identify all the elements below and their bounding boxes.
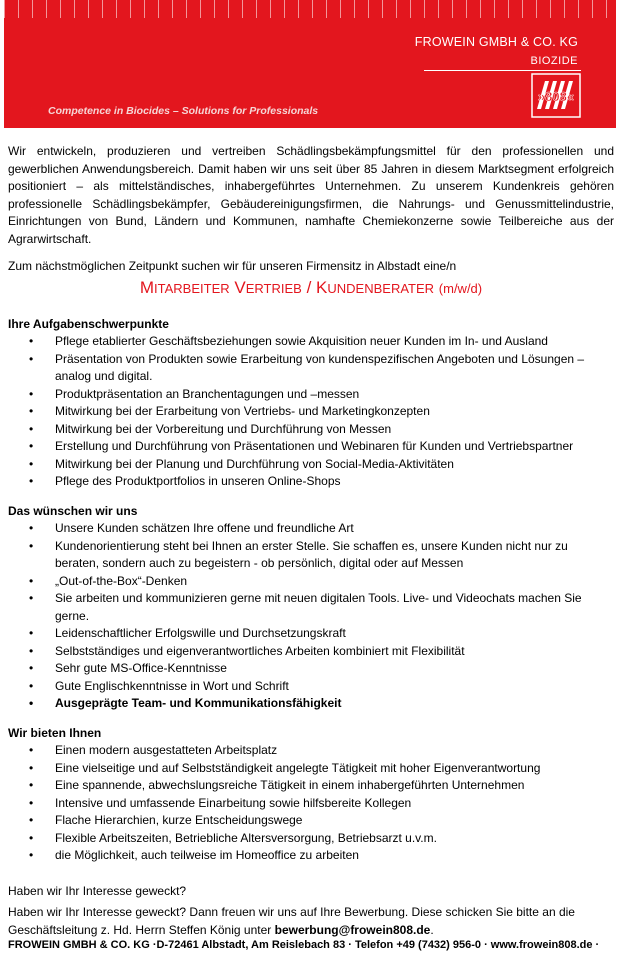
application-email-link[interactable]: bewerbung@frowein808.de <box>274 922 431 937</box>
job-title-rest: ERTRIEB <box>245 280 302 296</box>
list-item: • Einen modern ausgestatteten Arbeitsplatz <box>55 742 614 760</box>
job-title-separator: / <box>306 277 312 297</box>
job-title <box>8 278 614 299</box>
list-item: • Produktpräsentation an Branchentagungen und –messen <box>55 386 614 404</box>
list-item: • Erstellung und Durchführung von Präsentationen und Webinaren für Kunden und Vertriebspartner <box>55 438 614 456</box>
job-title-initial: V <box>234 277 246 297</box>
job-title-initial: K <box>316 277 328 297</box>
list-item: • Intensive und umfassende Einarbeitung sowie hilfsbereite Kollegen <box>55 795 614 813</box>
logo-text: »808« <box>537 89 575 104</box>
list-item: • „Out-of-the-Box“-Denken <box>55 573 614 591</box>
wishes-heading: Das wünschen wir uns <box>8 503 138 518</box>
list-item: • Flexible Arbeitszeiten, Betriebliche Altersversorgung, Betriebsarzt u.v.m. <box>55 830 614 848</box>
banner-tick-pattern <box>4 0 616 18</box>
intro-paragraph: Wir entwickeln, produzieren und vertreiben Schädlingsbekämpfungsmittel für den professionellen und gewerblichen Anwendungsbereich. Damit haben wir uns seit über 85 Jahren in diesem Marktsegment erfolgreich positioniert – als mittelständisches, inhabergeführtes Unternehmen. Zu unserem Kundenkreis gehören professionelle Schädlingsbekämpfer, Gebäudereinigungsfirmen, die Nahrungs- und Genussmittelindustrie, Einrichtungen von Bund, Ländern und Kommunen, namhafte Chemiekonzerne sowie Teilbereiche aus der Agrarwirtschaft. <box>8 144 614 246</box>
divider <box>424 70 581 71</box>
list-item: • Mitwirkung bei der Vorbereitung und Durchführung von Messen <box>55 421 614 439</box>
list-item: • Sehr gute MS-Office-Kenntnisse <box>55 660 614 678</box>
list-item: • Kundenorientierung steht bei Ihnen an erster Stelle. Sie schaffen es, unsere Kunden nicht nur zu beraten, sondern auch zu begeistern - ob persönlich, digital oder auf Messen <box>55 538 614 573</box>
list-item: • Unsere Kunden schätzen Ihre offene und freundliche Art <box>55 520 614 538</box>
footer-contact: FROWEIN GMBH & CO. KG ·D-72461 Albstadt, Am Reislebach 83 · Telefon +49 (7432) 956-0 · www.frowein808.de · <box>8 939 600 951</box>
list-item: • Mitwirkung bei der Planung und Durchführung von Social-Media-Aktivitäten <box>55 456 614 474</box>
list-item: • Flache Hierarchien, kurze Entscheidungswege <box>55 812 614 830</box>
header-banner <box>4 0 616 128</box>
offers-list <box>8 742 614 865</box>
division-label: BIOZIDE <box>530 55 578 67</box>
list-item: • Eine vielseitige und auf Selbstständigkeit angelegte Tätigkeit mit hoher Eigenverantwortung <box>55 760 614 778</box>
company-name: FROWEIN GMBH & CO. KG <box>414 35 578 49</box>
list-item: • Leidenschaftlicher Erfolgswille und Durchsetzungskraft <box>55 625 614 643</box>
list-item: • die Möglichkeit, auch teilweise im Homeoffice zu arbeiten <box>55 847 614 865</box>
wishes-list <box>8 520 614 713</box>
list-item: • Präsentation von Produkten sowie Erarbeitung von kundenspezifischen Angeboten und Lösungen – analog und digital. <box>55 351 614 386</box>
closing-text: Haben wir Ihr Interesse geweckt? Dann freuen wir uns auf Ihre Bewerbung. Diese schicken Sie bitte an die Geschäftsleitung z. Hd. Herrn Steffen König unter bewerbung@frowein808.de. <box>8 905 575 937</box>
list-item: • Selbstständiges und eigenverantwortliches Arbeiten kombiniert mit Flexibilität <box>55 643 614 661</box>
list-item: • Pflege des Produktportfolios in unseren Online-Shops <box>55 473 614 491</box>
list-item: • Ausgeprägte Team- und Kommunikationsfähigkeit <box>55 695 614 713</box>
list-item: • Pflege etablierter Geschäftsbeziehungen sowie Akquisition neuer Kunden im In- und Ausland <box>55 333 614 351</box>
offers-heading: Wir bieten Ihnen <box>8 725 102 740</box>
tasks-heading: Ihre Aufgabenschwerpunkte <box>8 316 169 331</box>
list-item: • Gute Englischkenntnisse in Wort und Schrift <box>55 678 614 696</box>
list-item: • Mitwirkung bei der Erarbeitung von Vertriebs- und Marketingkonzepten <box>55 403 614 421</box>
brand-logo <box>531 73 581 118</box>
list-item: • Sie arbeiten und kommunizieren gerne mit neuen digitalen Tools. Live- und Videochats machen Sie gerne. <box>55 590 614 625</box>
closing-body: Haben wir Ihr Interesse geweckt? Dann freuen wir uns auf Ihre Bewerbung. Diese schicken Sie bitte an die Geschäftsleitung z. Hd. Herrn Steffen König unter <box>8 905 575 937</box>
job-title-rest: UNDENBERATER <box>327 280 435 296</box>
list-item: • Eine spannende, abwechslungsreiche Tätigkeit in einem inhabergeführten Unternehmen <box>55 777 614 795</box>
job-posting-body <box>8 143 614 939</box>
closing-question: Haben wir Ihr Interesse geweckt? <box>8 883 187 898</box>
job-title-rest: ITARBEITER <box>154 280 230 296</box>
lead-sentence: Zum nächstmöglichen Zeitpunkt suchen wir für unseren Firmensitz in Albstadt eine/n <box>8 259 457 273</box>
job-title-gender: (m/w/d) <box>438 280 483 296</box>
job-title-initial: M <box>139 277 155 297</box>
tasks-list <box>8 333 614 491</box>
tagline: Competence in Biocides – Solutions for Professionals <box>48 105 319 117</box>
